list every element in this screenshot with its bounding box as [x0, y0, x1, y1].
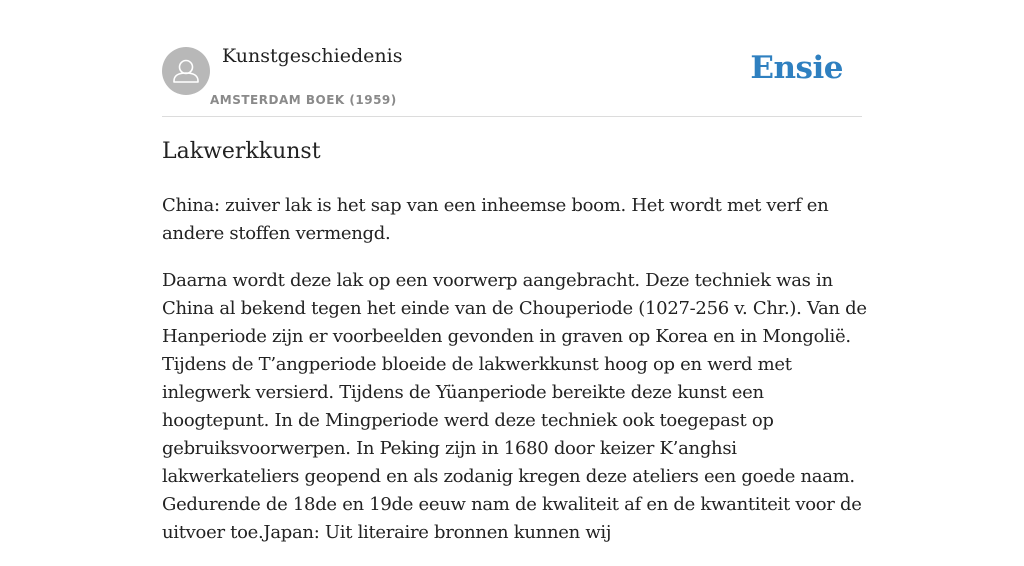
- paragraph: Daarna wordt deze lak op een voorwerp aangebracht. Deze techniek was in China al bekend tegen het einde van de Chouperiode (1027-256 v. Chr.). Van de Hanperiode zijn er voorbeelden gevonden in graven op Korea en in Mongolië. Tijdens de T’angperiode bloeide de lakwerkkunst hoog op en werd met inlegwerk versierd. Tijdens de Yüanperiode bereikte deze kunst een hoogtepunt. In de Mingperiode werd deze techniek ook toegepast op gebruiksvoorwerpen. In Peking zijn in 1680 door keizer K’anghsi lakwerkateliers geopend en als zodanig kregen deze ateliers een goede naam. Gedurende de 18de en 19de eeuw nam de kwaliteit af en de kwantiteit voor de uitvoer toe.Japan: Uit literaire bronnen kunnen wij: [162, 270, 867, 543]
- ensie-logo[interactable]: Ensie: [750, 50, 843, 86]
- user-icon: [162, 47, 210, 95]
- article-header: [162, 40, 862, 117]
- article-body: [162, 192, 868, 566]
- paragraph: China: zuiver lak is het sap van een inheemse boom. Het wordt met verf en andere stoffen vermengd.: [162, 195, 829, 244]
- source-label: AMSTERDAM BOEK (1959): [210, 93, 397, 107]
- author-avatar[interactable]: [162, 47, 210, 95]
- author-name[interactable]: Kunstgeschiedenis: [222, 45, 403, 67]
- article-title: Lakwerkkunst: [162, 139, 321, 164]
